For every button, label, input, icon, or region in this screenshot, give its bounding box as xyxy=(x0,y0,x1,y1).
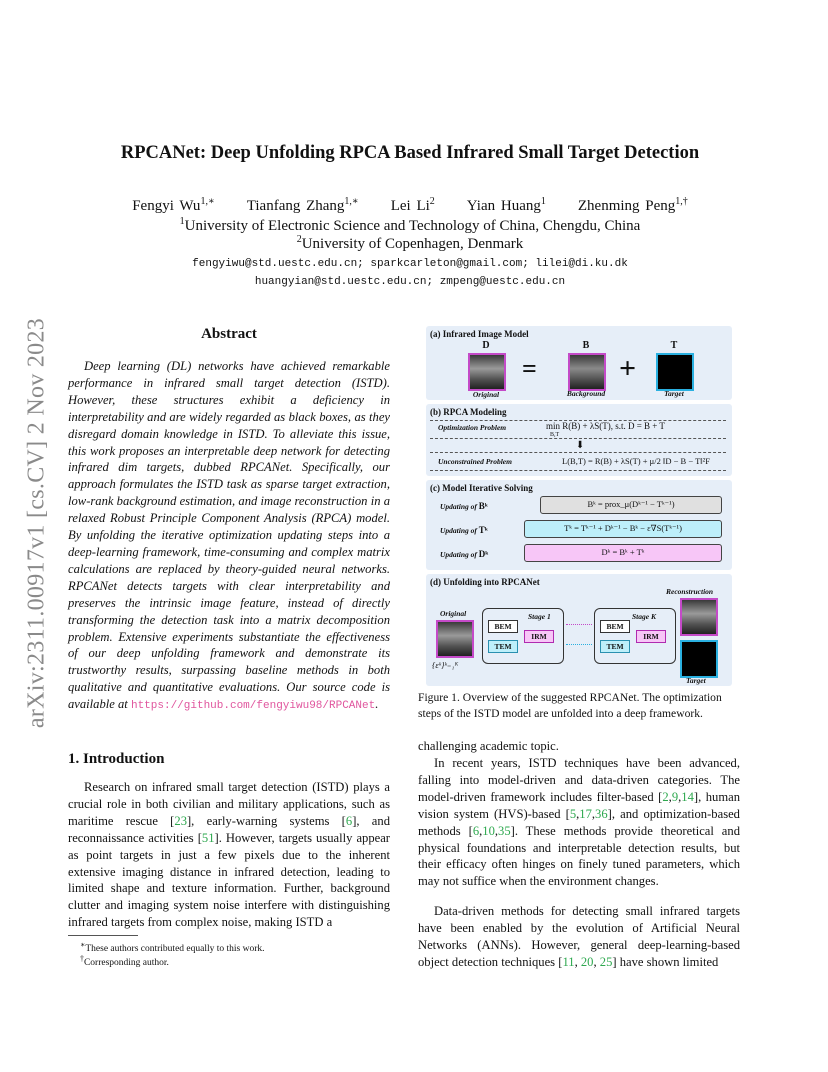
footnote-2: †Corresponding author. xyxy=(80,954,169,969)
output-target-label: Target xyxy=(686,676,706,685)
paragraph-text: Research on infrared small target detection (ISTD) plays a crucial role in both civilian and military applications, such as maritime rescue [ xyxy=(68,780,390,828)
author-list xyxy=(60,196,760,215)
email-line-1[interactable]: fengyiwu@std.uestc.edu.cn; sparkcarleton@gmail.com; lilei@di.ku.dk xyxy=(192,258,628,270)
irm-module-k: IRM xyxy=(636,630,666,643)
epsilon-set: {εᵏ}ᵏ₌₁ᴷ xyxy=(432,660,459,670)
citation-link[interactable]: 17 xyxy=(579,806,592,821)
output-target-image xyxy=(680,640,718,678)
citation-link[interactable]: 35 xyxy=(498,823,511,838)
label-t: T xyxy=(670,340,678,351)
input-image xyxy=(436,620,474,658)
stage-connector-top xyxy=(566,624,592,625)
irm-module-1: IRM xyxy=(524,630,554,643)
citation-link[interactable]: 5 xyxy=(569,806,577,821)
author-name: Zhenming Peng$^{1,\dagger}$ xyxy=(577,196,688,214)
unconstrained-label: Unconstrained Problem xyxy=(438,457,512,466)
paragraph-text: , xyxy=(494,823,499,838)
section-heading: 1. Introduction xyxy=(68,751,165,767)
email-line-2[interactable]: huangyian@std.uestc.edu.cn; zmpeng@uestc.edu.cn xyxy=(254,276,566,288)
original-image xyxy=(468,353,506,391)
panel-b-title: (b) RPCA Modeling xyxy=(430,407,507,417)
paragraph-text: , xyxy=(479,823,483,838)
author-name: Yian Huang$^1$ xyxy=(466,196,546,214)
background-image xyxy=(568,353,606,391)
panel-c-title: (c) Model Iterative Solving xyxy=(430,483,533,493)
paragraph-text: , xyxy=(574,954,581,969)
arrow-down-icon: ⬇ xyxy=(576,440,585,451)
paragraph-text: ]. These methods provide theoretical and physical foundations and interpretable detection results, but their efficacy often hinges on finely tuned parameters, which may not suffice when the environment changes. xyxy=(418,823,740,889)
citation-link[interactable]: 11 xyxy=(562,954,575,969)
label-d: D xyxy=(482,340,490,351)
citation-link[interactable]: 10 xyxy=(482,823,495,838)
target-label: Target xyxy=(664,389,684,398)
paragraph-text: , xyxy=(593,954,600,969)
paper-title: RPCANet: Deep Unfolding RPCA Based Infrared Small Target Detection xyxy=(120,143,700,163)
arxiv-id: arXiv:2311.00917v1 [cs.CV] 2 Nov 2023 xyxy=(23,317,50,728)
paragraph-text: Data-driven methods for detecting small infrared targets have been enabled by the evolution of Artificial Neural Networks (ANNs). However, general deep-learning-based object detection techniques [ xyxy=(418,904,740,969)
paragraph-text: ], human vision system (HVS)-based [ xyxy=(418,789,740,821)
formula-b-update: Bᵏ = prox_μ(Dᵏ⁻¹ − Tᵏ⁻¹) xyxy=(540,496,722,514)
citation-link[interactable]: 51 xyxy=(201,830,215,845)
author-name: Fengyi $Wu^{1,∗}$ xyxy=(132,196,215,214)
abstract-text: Deep learning (DL) networks have achieved remarkable performance in infrared small target detection (ISTD). However, these structures exhibit a deficiency in interpretability and are widely regarded as black boxes, as they disregard domain knowledge in ISTD. To alleviate this issue, this work proposes an interpretable deep network for detecting infrared dim targets, dubbed RPCANet. Specifically, our approach formulates the ISTD task as sparse target extraction, low-rank background estimation, and image reconstruction in a relaxed Robust Principle Component Analysis (RPCA) model. By unfolding the iterative optimization updating steps into a deep-learning framework, time-consuming and complex matrix calculations are replaced by theory-guided neural networks. RPCANet detects targets with clear interpretability and preserves the intrinsic image feature, instead of directly transforming the detection task into a matrix decomposition problem. Extensive experiments substantiate the effectiveness of our deep unfolding framework and demonstrate its trustworthy results, surpassing baseline methods in both qualitative and quantitative evaluations. Our source code is available at https://github.com/fengyiwu98/RPCANet. xyxy=(68,359,390,713)
affiliation-1: $^1$University of Electronic Science and Technology of China, Chengdu, China xyxy=(179,216,641,234)
arxiv-sidebar xyxy=(22,285,52,760)
update-label-b: Updating of Bᵏ xyxy=(440,501,488,511)
paragraph-text: In recent years, ISTD techniques have been advanced, falling into model-driven and data-driven categories. The model-driven framework includes filter-based [ xyxy=(418,756,740,804)
unconstrained-formula: L(B,T) = R(B) + λS(T) + μ/2 ‖D − B − T‖²F xyxy=(562,456,710,466)
citation-link[interactable]: 20 xyxy=(580,954,594,969)
optimization-formula: min R(B) + λS(T), s.t. D = B + T xyxy=(546,421,665,431)
figure-caption: Figure 1. Overview of the suggested RPCANet. The optimization steps of the ISTD model are unfolded into a deep framework. xyxy=(418,691,722,720)
citation-link[interactable]: 25 xyxy=(599,954,613,969)
background-label: Background xyxy=(566,389,606,398)
intro-paragraph-2 xyxy=(418,755,740,890)
citation-link[interactable]: 14 xyxy=(681,789,694,804)
stage-connector-bottom xyxy=(566,644,592,645)
paragraph-text: ], and reconnaissance activities [ xyxy=(68,813,390,845)
citation-link[interactable]: 36 xyxy=(595,806,608,821)
intro-paragraph-left xyxy=(68,779,390,931)
tem-module-k: TEM xyxy=(600,640,630,653)
reconstruction-label: Reconstruction xyxy=(666,587,714,596)
label-b: B xyxy=(582,340,590,351)
panel-d-title: (d) Unfolding into RPCANet xyxy=(430,577,540,587)
formula-t-update: Tᵏ = Tᵏ⁻¹ + Dᵏ⁻¹ − Bᵏ − ε∇S(Tᵏ⁻¹) xyxy=(524,520,722,538)
author-name: Lei Li$^2$ xyxy=(390,196,435,214)
citation-link[interactable]: 6 xyxy=(345,813,353,828)
paragraph-text: , xyxy=(668,789,672,804)
equals-sign: = xyxy=(522,354,537,383)
panel-a xyxy=(426,326,732,400)
intro-right-continuation: challenging academic topic. xyxy=(418,739,559,753)
paragraph-text: ], early-warning systems [ xyxy=(186,813,346,828)
plus-sign: + xyxy=(619,352,637,385)
paragraph-text: , xyxy=(678,789,682,804)
paragraph-text: ]. However, targets usually appear as point targets in just a few pixels due to the inherent extensive imaging distance in infrared detection, leading to limited shape and texture information. Further, background clutter and imaging system noise interfere with distinguishing infrared targets from complex noise, making ISTD a xyxy=(68,830,390,930)
abstract-heading: Abstract xyxy=(201,326,257,342)
panel-c xyxy=(426,480,732,570)
update-label-d: Updating of Dᵏ xyxy=(440,549,489,559)
author-name: Tianfang Zhang$^{1,∗}$ xyxy=(246,196,359,214)
tem-module-1: TEM xyxy=(488,640,518,653)
citation-link[interactable]: 6 xyxy=(472,823,480,838)
paragraph-text: , xyxy=(576,806,580,821)
citation-link[interactable]: 23 xyxy=(174,813,187,828)
footnote-divider xyxy=(68,935,138,936)
update-label-t: Updating of Tᵏ xyxy=(440,525,488,535)
bem-module-1: BEM xyxy=(488,620,518,633)
bem-module-k: BEM xyxy=(600,620,630,633)
original-label: Original xyxy=(472,390,500,399)
panel-d xyxy=(426,574,732,686)
formula-d-update: Dᵏ = Bᵏ + Tᵏ xyxy=(524,544,722,562)
intro-paragraph-3 xyxy=(418,903,740,971)
panel-a-title: (a) Infrared Image Model xyxy=(430,329,529,339)
stage-k-label: Stage K xyxy=(632,612,656,621)
paragraph-text: ] have shown limited xyxy=(612,954,719,969)
stage-1-label: Stage 1 xyxy=(528,612,551,621)
optimization-label: Optimization Problem xyxy=(438,423,507,432)
footnote-1: ∗These authors contributed equally to this work. xyxy=(80,940,265,955)
source-code-link[interactable]: https://github.com/fengyiwu98/RPCANet xyxy=(130,700,376,713)
citation-link[interactable]: 9 xyxy=(671,789,679,804)
citation-link[interactable]: 2 xyxy=(662,789,669,804)
target-image xyxy=(656,353,694,391)
panel-b xyxy=(426,404,732,476)
paragraph-text: , xyxy=(591,806,596,821)
paragraph-text: ], and optimization-based methods [ xyxy=(418,806,740,838)
figure-1 xyxy=(426,326,732,686)
reconstruction-image xyxy=(680,598,718,636)
optimization-subscript: B,T xyxy=(550,432,560,438)
affiliation-2: $^2$University of Copenhagen, Denmark xyxy=(296,234,524,252)
original-input-label: Original xyxy=(440,609,467,618)
